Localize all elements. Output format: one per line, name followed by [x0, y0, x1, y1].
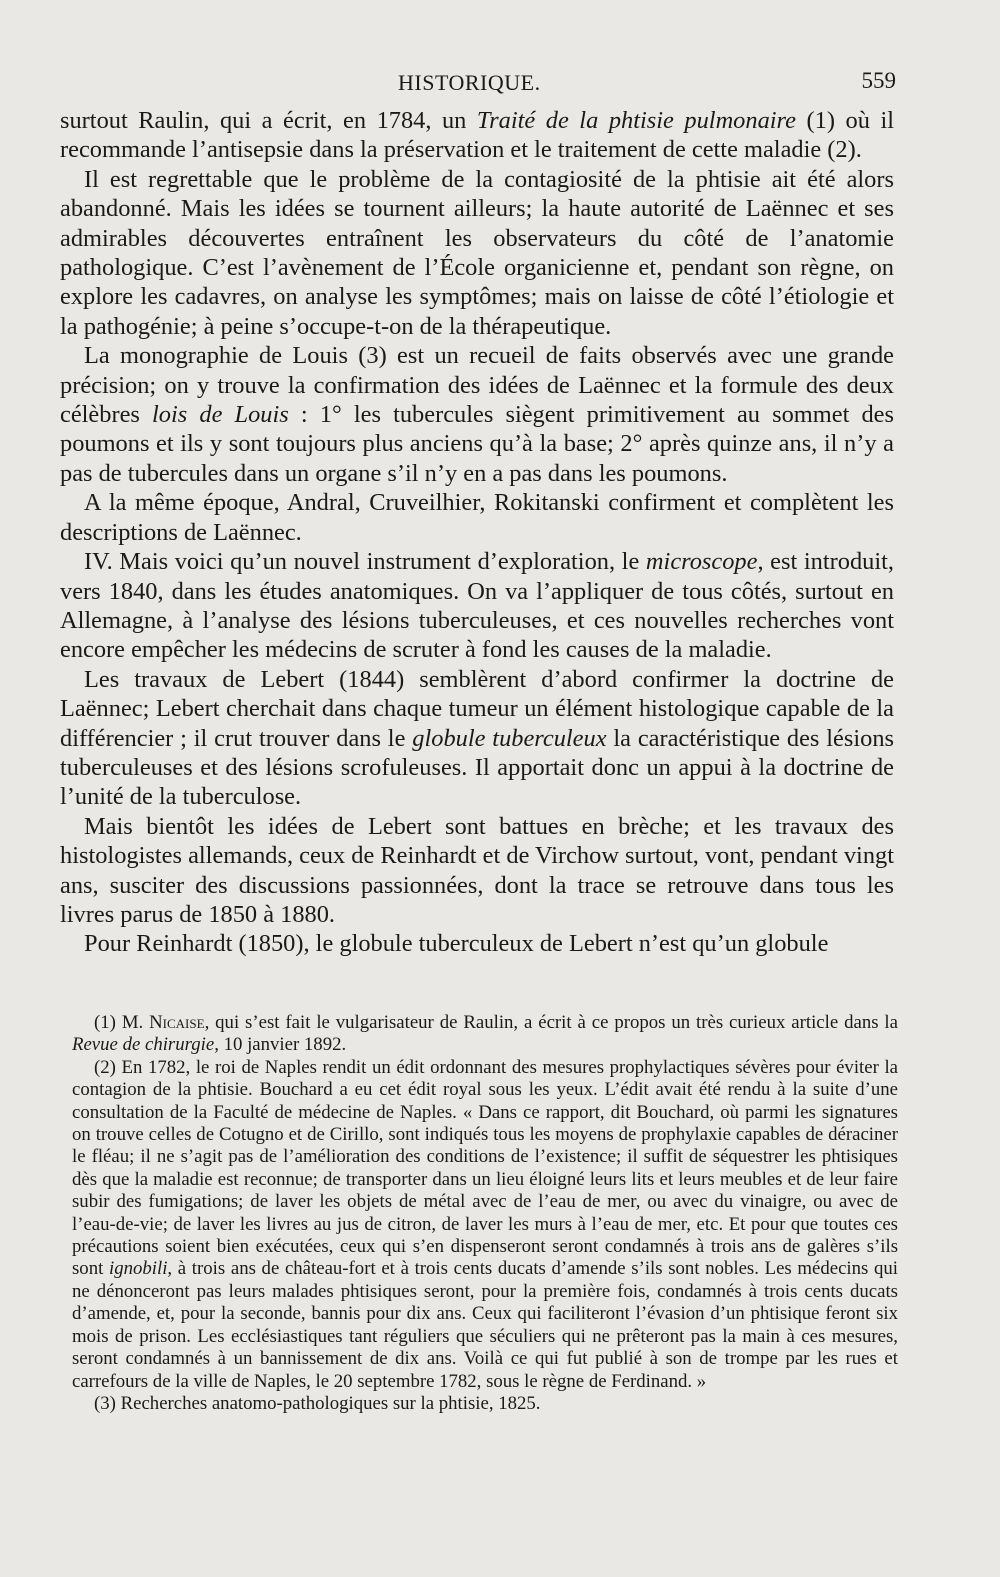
- italic-term: lois de Louis: [152, 401, 289, 429]
- paragraph-7: Mais bientôt les idées de Lebert sont battues en brèche; et les travaux des histologistes allemands, ceux de Reinhardt et de Virchow surtout, vont, pendant vingt ans, susciter des discussions passionnées, dont la trace se retrouve dans tous les livres parus de 1850 à 1880.: [60, 812, 894, 928]
- text-run: Recherches anatomo-pathologiques sur la phtisie, 1825.: [115, 1392, 541, 1414]
- italic-term: microscope: [645, 548, 758, 576]
- footnote-2: [72, 1057, 898, 1393]
- italic-term: globule tuberculeux: [412, 724, 607, 752]
- footnote-marker: (1): [94, 1012, 116, 1033]
- italic-term: ignobili: [108, 1258, 168, 1280]
- text-run: , est introduit, vers 1840, dans les études anatomiques. On va l’appliquer de tous côtés, surtout en Allemagne, à l’analyse des lésions tuberculeuses, et ces nouvelles recherches vont encore empêcher les médecins de scruter à fond les causes de la maladie.: [60, 548, 895, 664]
- paragraph-1: [60, 106, 894, 165]
- text-run: où il recommande l’antisepsie dans la préservation et le traitement de cette maladie: [60, 107, 894, 164]
- footnote-ref-2: (2): [827, 136, 856, 164]
- page-header: [62, 62, 896, 102]
- paragraph-3: [60, 341, 894, 488]
- footnote-marker: (2): [94, 1056, 116, 1078]
- text-run: La monographie de Louis: [84, 342, 359, 370]
- text-run: .: [855, 136, 862, 164]
- text-run: , qui s’est fait le vulgarisateur de Raulin, a écrit à ce propos un très curieux article dans la: [204, 1012, 898, 1033]
- paragraph-6: [60, 665, 894, 812]
- footnotes: [72, 1012, 898, 1415]
- text-run: IV. Mais voici qu’un nouvel instrument d’exploration, le: [84, 548, 646, 576]
- paragraph-8: Pour Reinhardt (1850), le globule tuberculeux de Lebert n’est qu’un globule: [84, 930, 829, 958]
- footnote-3: [72, 1393, 898, 1415]
- text-run: En 1782, le roi de Naples rendit un édit ordonnant des mesures prophylactiques sévères pour éviter la contagion de la phtisie. Bouchard a eu cet édit royal sous les yeux. L’édit avait été rendu à la suite d’une consultation de la Faculté de médecine de Naples. « Dans ce rapport, dit Bouchard, où parmi les signatures on trouve celles de Cotugno et de Cirillo, sont indiqués tous les moyens de prophylaxie capables de déraciner le fléau; il ne s’agit pas de l’amélioration des conditions de l’existence; il suffit de séquestrer les phtisiques dès que la maladie est reconnue; de transporter dans un lieu éloigné leurs lits et leurs meubles et de leur faire subir des fumigations; de laver les objets de métal avec de l’eau de mer, ou avec du vinaigre, ou avec de l’eau-de-vie; de laver les livres au jus de citron, de laver les murs à l’eau de mer, etc. Et pour que toutes ces précautions soient bien exécutées, ceux qui s’en dispenseront seront condamnés à trois ans de galères s’ils sont: [72, 1056, 898, 1280]
- text-run: est un recueil de faits observés avec une grande précision; on y trouve la confirmation des idées de Laënnec et la formule des deux célèbres: [60, 342, 894, 429]
- page-number: 559: [861, 68, 896, 93]
- journal-title: Revue de chirurgie: [72, 1034, 215, 1056]
- main-text: [60, 106, 894, 959]
- footnote-marker: (3): [94, 1392, 116, 1414]
- paragraph-4: A la même époque, Andral, Cruveilhier, Rokitanski confirment et complètent les descriptions de Laënnec.: [60, 489, 894, 546]
- footnote-ref-3: (3): [358, 342, 387, 370]
- paragraph-2: Il est regrettable que le problème de la contagiosité de la phtisie ait été alors abandonné. Mais les idées se tournent ailleurs; la haute autorité de Laënnec et ses admirables découvertes entraînent les observateurs du côté de l’anatomie pathologique. C’est l’avènement de l’École organicienne et, pendant son règne, on explore les cadavres, on analyse les symptômes; mais on laisse de côté l’étiologie et la pathogénie; à peine s’occupe-t-on de la thérapeutique.: [60, 165, 894, 340]
- footnote-1: [72, 1012, 898, 1057]
- running-head: HISTORIQUE.: [398, 70, 541, 95]
- author-name: M. Nicaise: [121, 1012, 205, 1033]
- footnote-ref-1: (1): [806, 107, 835, 134]
- paragraph-5: [60, 547, 894, 665]
- text-run: , à trois ans de château-fort et à trois cents ducats d’amende s’ils sont nobles. Les médecins qui ne dénonceront pas leurs malades phtisiques seront, pour la première fois, condamnés à trois cents ducats d’amende, et, pour la seconde, bannis pour dix ans. Ceux qui faciliteront l’évasion d’un phtisique feront six mois de prison. Les ecclésiastiques tant réguliers que séculiers qui ne prêteront pas la main à ces mesures, seront condamnés à un bannissement de dix ans. Voilà ce qui fut publié à son de trompe par les rues et carrefours de la ville de Naples, le 20 septembre 1782, sous le règne de Ferdinand. »: [72, 1258, 898, 1392]
- text-run: Les travaux de Lebert (1844) semblèrent d’abord confirmer la doctrine de Laënnec; Lebert cherchait dans chaque tumeur un élément histologique capable de la différencier ; il crut trouver dans le: [60, 665, 894, 752]
- text-run: , 10 janvier 1892.: [214, 1034, 347, 1056]
- text-run: surtout Raulin, qui a écrit, en 1784, un: [60, 107, 477, 134]
- text-run: : 1° les tubercules siègent primitivement au sommet des poumons et ils y sont toujours plus anciens qu’à la base; 2° après quinze ans, il n’y a pas de tubercules dans un organe s’il n’y en a pas dans les poumons.: [60, 401, 894, 487]
- text-run: la caractéristique des lésions tuberculeuses et des lésions scrofuleuses. Il apportait donc un appui à la doctrine de l’unité de la tuberculose.: [60, 724, 895, 811]
- book-title: Traité de la phtisie pulmonaire: [476, 107, 796, 134]
